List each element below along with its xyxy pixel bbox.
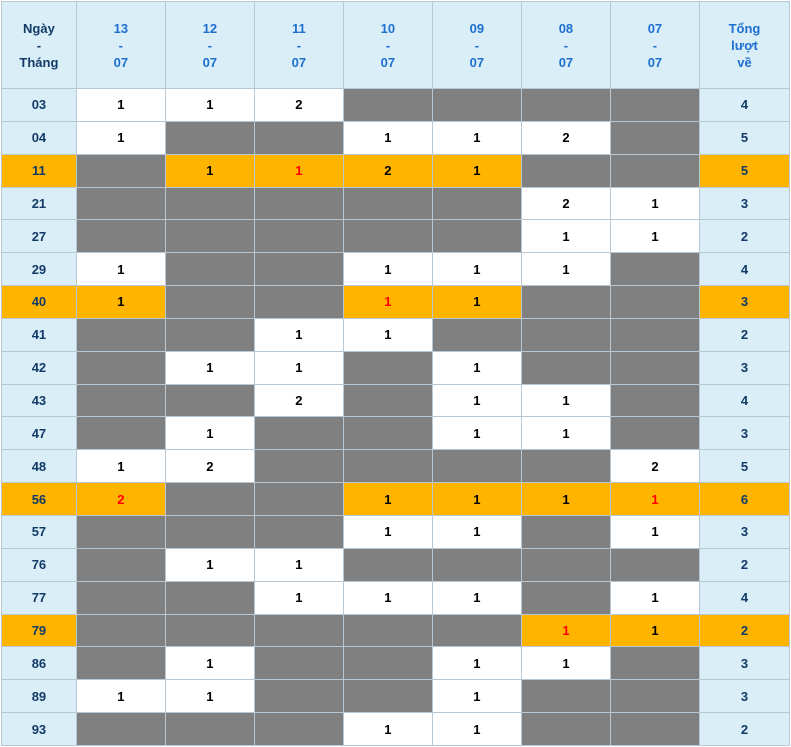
empty-cell [76, 515, 165, 548]
empty-cell [254, 647, 343, 680]
header-corner-line: - [36, 37, 42, 53]
header-date-month: 07 [113, 54, 129, 70]
count-cell: 1 [432, 417, 521, 450]
count-cell: 1 [521, 417, 610, 450]
header-date-column[interactable] [432, 2, 521, 89]
header-total-line: Tổng [728, 20, 761, 36]
count-cell: 1 [521, 384, 610, 417]
row-label[interactable]: 89 [2, 680, 77, 713]
row-label[interactable]: 86 [2, 647, 77, 680]
empty-cell [432, 89, 521, 122]
row-label[interactable]: 27 [2, 220, 77, 253]
count-cell: 1 [343, 483, 432, 516]
row-label[interactable]: 79 [2, 614, 77, 647]
empty-cell [76, 713, 165, 746]
empty-cell [343, 220, 432, 253]
table-row [2, 253, 790, 286]
empty-cell [76, 548, 165, 581]
empty-cell [521, 713, 610, 746]
header-date-day: 13 [113, 20, 129, 36]
count-cell: 1 [76, 89, 165, 122]
empty-cell [165, 121, 254, 154]
empty-cell [610, 89, 699, 122]
header-date-day: 07 [647, 20, 663, 36]
empty-cell [521, 351, 610, 384]
table-row [2, 286, 790, 319]
row-label[interactable]: 03 [2, 89, 77, 122]
empty-cell [254, 483, 343, 516]
empty-cell [432, 318, 521, 351]
header-date-dash: - [652, 37, 658, 53]
row-total: 5 [699, 154, 789, 187]
empty-cell [254, 680, 343, 713]
header-corner-line: Tháng [19, 54, 59, 70]
header-date-column[interactable] [254, 2, 343, 89]
table-row [2, 713, 790, 746]
count-cell: 1 [432, 515, 521, 548]
row-total: 4 [699, 253, 789, 286]
empty-cell [343, 548, 432, 581]
empty-cell [76, 187, 165, 220]
count-cell: 1 [343, 286, 432, 319]
header-date-column[interactable] [521, 2, 610, 89]
header-date-column[interactable] [343, 2, 432, 89]
empty-cell [343, 351, 432, 384]
count-cell: 2 [521, 187, 610, 220]
empty-cell [610, 253, 699, 286]
count-cell: 2 [254, 89, 343, 122]
header-date-month: 07 [558, 54, 574, 70]
count-cell: 1 [432, 483, 521, 516]
row-total: 4 [699, 89, 789, 122]
empty-cell [521, 548, 610, 581]
header-date-month: 07 [291, 54, 307, 70]
count-cell: 1 [76, 253, 165, 286]
empty-cell [165, 384, 254, 417]
header-date-dash: - [118, 37, 124, 53]
count-cell: 1 [432, 154, 521, 187]
table-row [2, 187, 790, 220]
empty-cell [254, 417, 343, 450]
row-label[interactable]: 76 [2, 548, 77, 581]
header-date-column[interactable] [76, 2, 165, 89]
count-cell: 2 [343, 154, 432, 187]
count-cell: 1 [254, 581, 343, 614]
empty-cell [165, 253, 254, 286]
count-cell: 1 [521, 253, 610, 286]
empty-cell [521, 515, 610, 548]
row-label[interactable]: 47 [2, 417, 77, 450]
header-total-column [699, 2, 789, 89]
empty-cell [343, 614, 432, 647]
empty-cell [76, 220, 165, 253]
empty-cell [254, 286, 343, 319]
empty-cell [610, 548, 699, 581]
table-row [2, 417, 790, 450]
count-cell: 1 [254, 154, 343, 187]
header-date-dash: - [474, 37, 480, 53]
empty-cell [165, 713, 254, 746]
header-total-line: về [737, 54, 752, 70]
empty-cell [254, 450, 343, 483]
empty-cell [610, 417, 699, 450]
row-total: 3 [699, 351, 789, 384]
count-cell: 1 [165, 647, 254, 680]
count-cell: 1 [610, 581, 699, 614]
header-date-day: 11 [292, 20, 306, 36]
empty-cell [432, 548, 521, 581]
count-cell: 1 [254, 548, 343, 581]
header-date-dash: - [207, 37, 213, 53]
count-cell: 1 [432, 680, 521, 713]
empty-cell [432, 187, 521, 220]
empty-cell [343, 450, 432, 483]
count-cell: 1 [432, 647, 521, 680]
empty-cell [343, 384, 432, 417]
row-label[interactable]: 29 [2, 253, 77, 286]
empty-cell [254, 187, 343, 220]
count-cell: 1 [165, 548, 254, 581]
empty-cell [610, 713, 699, 746]
header-date-column[interactable] [165, 2, 254, 89]
table-row [2, 89, 790, 122]
table-row [2, 318, 790, 351]
row-label[interactable]: 40 [2, 286, 77, 319]
header-corner-line: Ngày [23, 20, 55, 36]
empty-cell [254, 220, 343, 253]
row-total: 2 [699, 548, 789, 581]
count-cell: 1 [76, 680, 165, 713]
count-cell: 1 [610, 187, 699, 220]
count-cell: 1 [343, 253, 432, 286]
count-cell: 1 [254, 351, 343, 384]
empty-cell [343, 187, 432, 220]
empty-cell [254, 713, 343, 746]
table-header [2, 2, 790, 89]
empty-cell [610, 121, 699, 154]
row-label[interactable]: 04 [2, 121, 77, 154]
empty-cell [76, 581, 165, 614]
row-total: 3 [699, 515, 789, 548]
empty-cell [521, 89, 610, 122]
row-total: 2 [699, 220, 789, 253]
empty-cell [610, 384, 699, 417]
empty-cell [432, 450, 521, 483]
row-label[interactable]: 48 [2, 450, 77, 483]
empty-cell [610, 351, 699, 384]
count-cell: 1 [165, 89, 254, 122]
empty-cell [165, 220, 254, 253]
table-row [2, 220, 790, 253]
empty-cell [521, 154, 610, 187]
header-date-dash: - [563, 37, 569, 53]
count-cell: 1 [610, 220, 699, 253]
header-date-dash: - [296, 37, 302, 53]
empty-cell [432, 220, 521, 253]
table-row [2, 351, 790, 384]
count-cell: 1 [521, 647, 610, 680]
header-date-dash: - [385, 37, 391, 53]
empty-cell [610, 318, 699, 351]
count-cell: 1 [76, 286, 165, 319]
count-cell: 1 [343, 318, 432, 351]
empty-cell [165, 483, 254, 516]
row-label[interactable]: 77 [2, 581, 77, 614]
row-label[interactable]: 93 [2, 713, 77, 746]
empty-cell [76, 154, 165, 187]
row-total: 5 [699, 450, 789, 483]
count-cell: 2 [521, 121, 610, 154]
count-cell: 1 [254, 318, 343, 351]
header-total-line: lượt [731, 37, 758, 53]
header-corner-day-month [2, 2, 77, 89]
table-row [2, 121, 790, 154]
row-total: 3 [699, 680, 789, 713]
empty-cell [165, 286, 254, 319]
empty-cell [343, 89, 432, 122]
table-row [2, 515, 790, 548]
row-total: 6 [699, 483, 789, 516]
count-cell: 1 [343, 581, 432, 614]
row-total: 3 [699, 647, 789, 680]
empty-cell [521, 680, 610, 713]
row-label[interactable]: 56 [2, 483, 77, 516]
empty-cell [521, 286, 610, 319]
count-cell: 2 [165, 450, 254, 483]
count-cell: 2 [610, 450, 699, 483]
count-cell: 1 [165, 154, 254, 187]
count-cell: 1 [165, 351, 254, 384]
frequency-table [1, 1, 790, 746]
empty-cell [343, 680, 432, 713]
empty-cell [76, 318, 165, 351]
header-date-month: 07 [380, 54, 396, 70]
count-cell: 1 [432, 384, 521, 417]
empty-cell [432, 614, 521, 647]
row-total: 3 [699, 286, 789, 319]
row-total: 3 [699, 187, 789, 220]
header-date-month: 07 [469, 54, 485, 70]
table-body [2, 89, 790, 746]
empty-cell [165, 581, 254, 614]
row-total: 4 [699, 581, 789, 614]
header-date-month: 07 [647, 54, 663, 70]
table-row [2, 450, 790, 483]
empty-cell [343, 647, 432, 680]
header-row [2, 2, 790, 89]
row-label[interactable]: 42 [2, 351, 77, 384]
count-cell: 1 [76, 450, 165, 483]
empty-cell [610, 680, 699, 713]
empty-cell [76, 614, 165, 647]
count-cell: 1 [610, 483, 699, 516]
table-row [2, 154, 790, 187]
empty-cell [165, 614, 254, 647]
empty-cell [521, 450, 610, 483]
count-cell: 1 [432, 253, 521, 286]
empty-cell [254, 253, 343, 286]
count-cell: 1 [521, 483, 610, 516]
empty-cell [76, 647, 165, 680]
header-date-day: 12 [202, 20, 218, 36]
empty-cell [254, 121, 343, 154]
empty-cell [254, 515, 343, 548]
table-row [2, 483, 790, 516]
empty-cell [165, 515, 254, 548]
row-label[interactable]: 43 [2, 384, 77, 417]
header-date-day: 08 [558, 20, 574, 36]
empty-cell [76, 351, 165, 384]
empty-cell [610, 647, 699, 680]
table-row [2, 647, 790, 680]
row-label[interactable]: 57 [2, 515, 77, 548]
row-total: 2 [699, 318, 789, 351]
empty-cell [521, 581, 610, 614]
table-row [2, 548, 790, 581]
count-cell: 1 [432, 286, 521, 319]
row-label[interactable]: 21 [2, 187, 77, 220]
empty-cell [343, 417, 432, 450]
table-row [2, 384, 790, 417]
row-total: 5 [699, 121, 789, 154]
row-total: 2 [699, 614, 789, 647]
table-row [2, 680, 790, 713]
empty-cell [76, 384, 165, 417]
count-cell: 1 [432, 581, 521, 614]
count-cell: 1 [343, 713, 432, 746]
header-date-month: 07 [202, 54, 218, 70]
empty-cell [165, 187, 254, 220]
row-total: 2 [699, 713, 789, 746]
count-cell: 1 [610, 614, 699, 647]
count-cell: 1 [76, 121, 165, 154]
row-total: 3 [699, 417, 789, 450]
count-cell: 1 [521, 614, 610, 647]
row-label[interactable]: 11 [2, 154, 77, 187]
empty-cell [165, 318, 254, 351]
count-cell: 1 [432, 713, 521, 746]
count-cell: 1 [610, 515, 699, 548]
empty-cell [76, 417, 165, 450]
header-date-day: 10 [380, 20, 396, 36]
count-cell: 2 [76, 483, 165, 516]
row-label[interactable]: 41 [2, 318, 77, 351]
count-cell: 1 [165, 680, 254, 713]
count-cell: 2 [254, 384, 343, 417]
empty-cell [610, 286, 699, 319]
count-cell: 1 [343, 121, 432, 154]
row-total: 4 [699, 384, 789, 417]
empty-cell [521, 318, 610, 351]
empty-cell [610, 154, 699, 187]
empty-cell [254, 614, 343, 647]
header-date-day: 09 [469, 20, 485, 36]
header-date-column[interactable] [610, 2, 699, 89]
table-row [2, 614, 790, 647]
count-cell: 1 [165, 417, 254, 450]
count-cell: 1 [343, 515, 432, 548]
count-cell: 1 [521, 220, 610, 253]
count-cell: 1 [432, 121, 521, 154]
count-cell: 1 [432, 351, 521, 384]
table-row [2, 581, 790, 614]
